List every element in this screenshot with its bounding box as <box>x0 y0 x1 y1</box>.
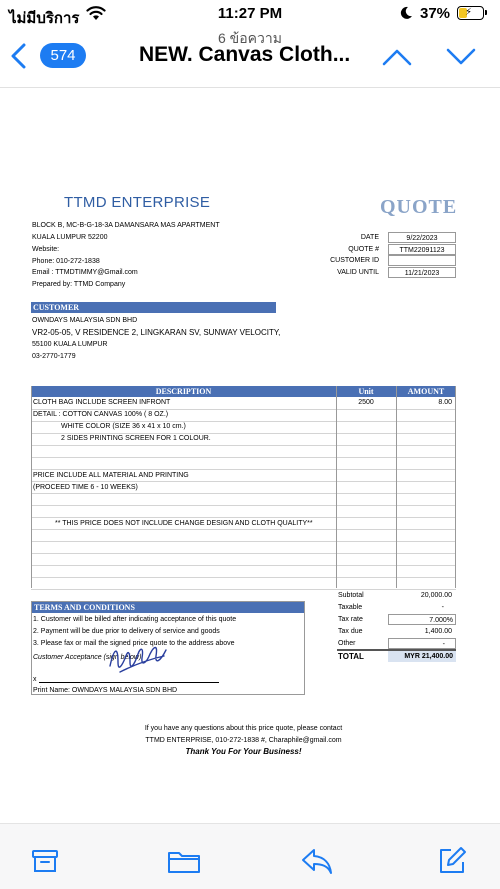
moon-icon <box>399 6 413 20</box>
quote-title: QUOTE <box>380 196 458 218</box>
customer-city: 55100 KUALA LUMPUR <box>32 341 108 348</box>
date-label: DATE <box>360 234 379 241</box>
table-divider-amount <box>396 386 397 588</box>
table-header <box>31 386 456 397</box>
table-row-amount: 8.00 <box>438 399 452 406</box>
items-table <box>31 386 456 588</box>
tax-rate-label: Tax rate <box>338 616 363 623</box>
table-row-line <box>31 493 456 494</box>
total-label: TOTAL <box>338 652 364 661</box>
tax-rate-value: 7.000% <box>388 614 456 625</box>
next-message-icon[interactable] <box>446 48 476 66</box>
signature-x: x <box>33 676 37 683</box>
table-row-description: CLOTH BAG INCLUDE SCREEN INFRONT <box>33 399 171 406</box>
signature-line <box>39 682 219 683</box>
company-name: TTMD ENTERPRISE <box>64 194 211 211</box>
table-row-line <box>31 577 456 578</box>
table-row-description: ** THIS PRICE DOES NOT INCLUDE CHANGE DESIGN AND CLOTH QUALITY** <box>55 520 313 527</box>
amount-header: AMOUNT <box>407 387 445 396</box>
customer-name: OWNDAYS MALAYSIA SDN BHD <box>32 317 138 324</box>
message-count: 6 ข้อความ <box>218 30 282 46</box>
customer-phone: 03-2770-1779 <box>32 353 76 360</box>
table-row-line <box>31 553 456 554</box>
table-row-description: 2 SIDES PRINTING SCREEN FOR 1 COLOUR. <box>61 435 211 442</box>
customer-id-value <box>388 255 456 266</box>
customer-address: VR2-05-05, V RESIDENCE 2, LINGKARAN SV, SUNWAY VELOCITY, <box>32 328 281 337</box>
reply-icon[interactable] <box>300 846 334 876</box>
subtotal-label: Subtotal <box>338 592 364 599</box>
quote-document[interactable] <box>0 88 500 823</box>
customer-id-label: CUSTOMER ID <box>330 257 379 264</box>
table-row-description: PRICE INCLUDE ALL MATERIAL AND PRINTING <box>33 472 189 479</box>
tax-due-value: 1,400.00 <box>424 628 452 635</box>
terms-line: 3. Please fax or mail the signed price quote to the address above <box>33 640 235 647</box>
address-line: KUALA LUMPUR 52200 <box>32 234 108 241</box>
archive-icon[interactable] <box>30 846 60 876</box>
table-row-line <box>31 589 456 590</box>
address-line: BLOCK B, MC-B-G-18-3A DAMANSARA MAS APARTMENT <box>32 222 220 229</box>
table-row-line <box>31 457 456 458</box>
table-row-line <box>31 481 456 482</box>
total-value: MYR 21,400.00 <box>388 651 456 662</box>
table-row-description: DETAIL : COTTON CANVAS 100% ( 8 OZ.) <box>33 411 169 418</box>
customer-header: CUSTOMER <box>31 302 276 313</box>
table-row-unit: 2500 <box>358 399 374 406</box>
table-divider-unit <box>336 386 337 588</box>
status-bar <box>0 0 500 28</box>
table-row-line <box>31 433 456 434</box>
footer-thanks: Thank You For Your Business! <box>185 747 302 756</box>
terms-line: 2. Payment will be due prior to delivery of service and goods <box>33 628 220 635</box>
valid-until-label: VALID UNTIL <box>337 269 379 276</box>
terms-line: 1. Customer will be billed after indicating acceptance of this quote <box>33 616 237 623</box>
mail-nav-bar <box>0 26 500 88</box>
date-value: 9/22/2023 <box>388 232 456 243</box>
taxable-value: - <box>441 604 444 611</box>
taxable-label: Taxable <box>338 604 363 611</box>
email-subject: NEW. Canvas Cloth... <box>139 43 351 66</box>
compose-icon[interactable] <box>437 846 467 876</box>
back-count-badge[interactable]: 574 <box>40 43 86 68</box>
tax-due-label: Tax due <box>338 628 363 635</box>
customer-acceptance-label: Customer Acceptance (sign below) <box>33 654 142 661</box>
table-border-right <box>455 386 456 588</box>
valid-until-value: 11/21/2023 <box>388 267 456 278</box>
subtotal-value: 20,000.00 <box>420 592 452 599</box>
quote-number-value: TTM22091123 <box>388 244 456 255</box>
table-row-line <box>31 565 456 566</box>
table-row-line <box>31 445 456 446</box>
back-chevron-icon[interactable] <box>9 43 29 69</box>
folder-icon[interactable] <box>167 846 201 876</box>
previous-message-icon[interactable] <box>382 48 412 66</box>
battery-tip <box>485 10 487 15</box>
table-row-line <box>31 529 456 530</box>
table-row-line <box>31 421 456 422</box>
table-row-line <box>31 505 456 506</box>
footer-contact: If you have any questions about this price quote, please contact <box>144 725 343 732</box>
unit-header: Unit <box>358 387 374 396</box>
table-row-line <box>31 541 456 542</box>
phone-line: Phone: 010-272-1838 <box>32 258 100 265</box>
battery-icon <box>457 6 484 20</box>
address-line: Website: <box>32 246 60 253</box>
battery-percent: 37% <box>420 5 451 22</box>
clock: 11:27 PM <box>217 5 283 22</box>
other-label: Other <box>338 640 356 647</box>
table-row-line <box>31 409 456 410</box>
bolt-icon: ⚡ <box>465 7 473 18</box>
description-header: DESCRIPTION <box>155 387 212 396</box>
bottom-toolbar <box>0 823 500 889</box>
other-value: - <box>388 638 456 649</box>
terms-header: TERMS AND CONDITIONS <box>32 602 304 613</box>
table-row-line <box>31 517 456 518</box>
table-row-description: (PROCEED TIME 6 - 10 WEEKS) <box>33 484 138 491</box>
table-row-description: WHITE COLOR (SIZE 36 x 41 x 10 cm.) <box>61 423 186 430</box>
carrier-label: ไม่มีบริการ <box>9 10 80 27</box>
table-row-line <box>31 469 456 470</box>
footer-company: TTMD ENTERPRISE, 010-272-1838 #, Charaphile@gmail.com <box>145 737 342 744</box>
print-name: Print Name: OWNDAYS MALAYSIA SDN BHD <box>33 687 178 694</box>
signature-image <box>106 636 170 680</box>
email-line: Email : TTMDTIMMY@Gmail.com <box>32 269 138 276</box>
quote-number-label: QUOTE # <box>348 246 379 253</box>
prepared-by-line: Prepared by: TTMD Company <box>32 281 126 288</box>
table-border-left <box>31 386 32 588</box>
